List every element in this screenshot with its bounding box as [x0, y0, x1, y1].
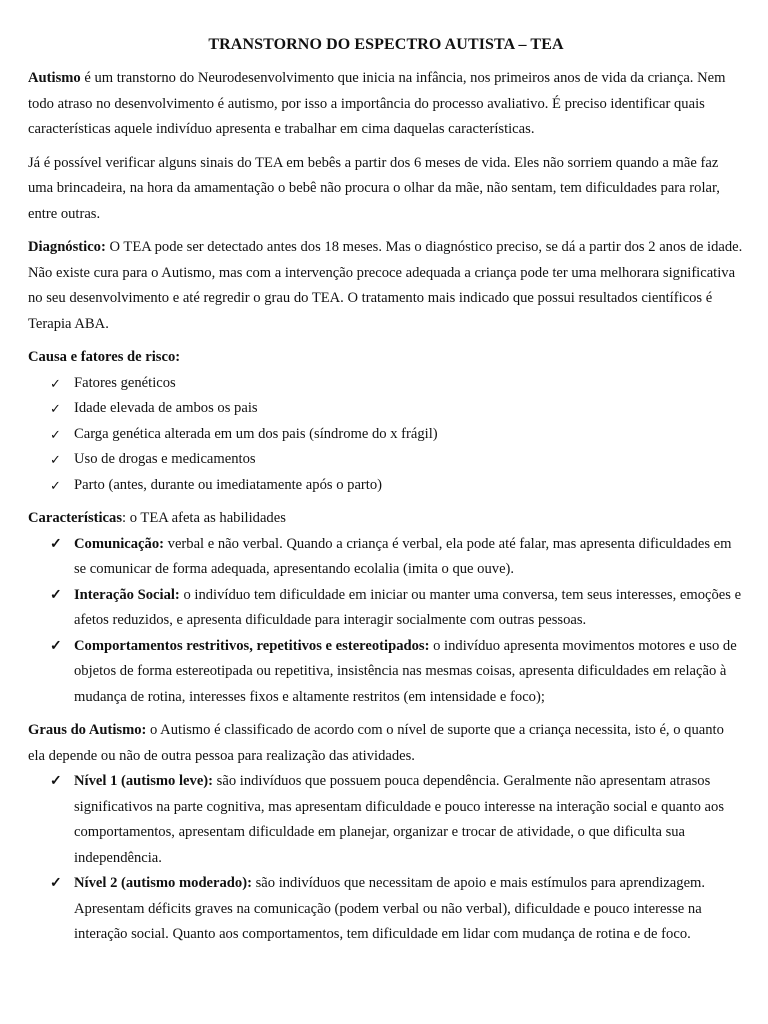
list-item-text: são indivíduos que possuem pouca dependência. Geralmente não apresentam atrasos significativos na parte cognitiva, mas apresentam dificuldade e pouco interesse na interação social e quanto aos comportamentos, apresentam dificuldade em planejar, organizar e trocar de atividade, o que dificulta sua independência.	[74, 773, 724, 866]
levels-paragraph	[28, 718, 744, 769]
list-item-text: verbal e não verbal. Quando a criança é verbal, ela pode até falar, mas apresenta dificuldades em se comunicar de forma adequada, apresentando ecolalia (imita o que ouve).	[74, 535, 732, 577]
list-item-text: Carga genética alterada em um dos pais (síndrome do x frágil)	[74, 425, 438, 442]
check-icon: ✓	[50, 876, 62, 891]
levels-rest: o Autismo é classificado de acordo com o nível de suporte que a criança necessita, isto é, o quanto ela depende ou não de outra pessoa para realização das atividades.	[28, 722, 724, 764]
characteristics-heading	[28, 506, 744, 532]
check-icon: ✓	[50, 477, 61, 493]
levels-list	[28, 769, 744, 948]
check-icon: ✓	[50, 426, 61, 442]
check-icon: ✓	[50, 375, 61, 391]
list-item-text: o indivíduo apresenta movimentos motores e uso de objetos de forma estereotipada ou repetitiva, insistência nas mesmas coisas, apresenta dificuldades em relação à mudança de rotina, interesses fixos e altamente restritos (em intensidade e foco);	[74, 637, 737, 705]
check-icon: ✓	[50, 452, 61, 467]
diagnosis-lead: Diagnóstico:	[28, 239, 106, 255]
list-item-text: Parto (antes, durante ou imediatamente após o parto)	[74, 476, 382, 493]
levels-lead: Graus do Autismo:	[28, 722, 147, 738]
intro-lead: Autismo	[28, 70, 81, 86]
list-item	[28, 371, 744, 397]
list-item	[28, 422, 744, 448]
list-item	[28, 871, 744, 948]
list-item-lead: Interação Social:	[74, 586, 180, 603]
characteristics-lead: Características	[28, 510, 123, 526]
causes-heading: Causa e fatores de risco:	[28, 349, 181, 365]
list-item-lead: Comportamentos restritivos, repetitivos e estereotipados:	[74, 637, 430, 654]
characteristics-rest: : o TEA afeta as habilidades	[122, 510, 286, 526]
diagnosis-text: O TEA pode ser detectado antes dos 18 meses. Mas o diagnóstico preciso, se dá a partir dos 2 anos de idade. Não existe cura para o Autismo, mas com a intervenção precoce adequada a criança pode ter uma melhorara significativa no seu desenvolvimento e até regredir o grau do TEA. O tratamento mais indicado que possui resultados científicos é Terapia ABA.	[28, 239, 743, 332]
signs-paragraph: Já é possível verificar alguns sinais do TEA em bebês a partir dos 6 meses de vida. Eles não sorriem quando a mãe faz uma brincadeira, na hora da amamentação o bebê não procura o olhar da mãe, não sentam, tem dificuldades para rolar, entre outras.	[28, 154, 720, 222]
check-icon: ✓	[50, 536, 62, 552]
check-icon: ✓	[50, 401, 61, 416]
list-item	[28, 634, 744, 711]
check-icon: ✓	[50, 774, 62, 789]
list-item-lead: Nível 2 (autismo moderado):	[74, 875, 252, 891]
list-item-text: o indivíduo tem dificuldade em iniciar ou manter uma conversa, tem seus interesses, emoções e afetos reduzidos, e apresenta dificuldade para interagir socialmente com outras pessoas.	[74, 586, 742, 628]
list-item-text: são indivíduos que necessitam de apoio e mais estímulos para aprendizagem. Apresentam déficits graves na comunicação (podem verbal ou não verbal), dificuldade e pouco interesse na interação social. Quanto aos comportamentos, tem dificuldade em lidar com mudança de rotina e de foco.	[74, 875, 706, 942]
intro-text: é um transtorno do Neurodesenvolvimento que inicia na infância, nos primeiros anos de vida da criança. Nem todo atraso no desenvolvimento é autismo, por isso a importância do processo avaliativo. É preciso identificar quais características aquele indivíduo apresenta e trabalhar em cima daquelas características.	[28, 70, 726, 137]
characteristics-list	[28, 532, 744, 711]
list-item	[28, 447, 744, 473]
document-page	[28, 34, 744, 956]
check-icon: ✓	[50, 587, 62, 603]
list-item	[28, 583, 744, 634]
list-item	[28, 396, 744, 422]
list-item-lead: Nível 1 (autismo leve):	[74, 773, 214, 789]
list-item-lead: Comunicação:	[74, 535, 164, 552]
intro-paragraph	[28, 66, 744, 143]
document-title: TRANSTORNO DO ESPECTRO AUTISTA – TEA	[208, 36, 564, 53]
list-item-text: Idade elevada de ambos os pais	[74, 400, 258, 416]
list-item-text: Uso de drogas e medicamentos	[74, 451, 256, 467]
list-item	[28, 532, 744, 583]
diagnosis-paragraph	[28, 235, 744, 337]
check-icon: ✓	[50, 638, 62, 654]
list-item	[28, 473, 744, 499]
list-item	[28, 769, 744, 871]
causes-list	[28, 371, 744, 499]
list-item-text: Fatores genéticos	[74, 374, 176, 391]
